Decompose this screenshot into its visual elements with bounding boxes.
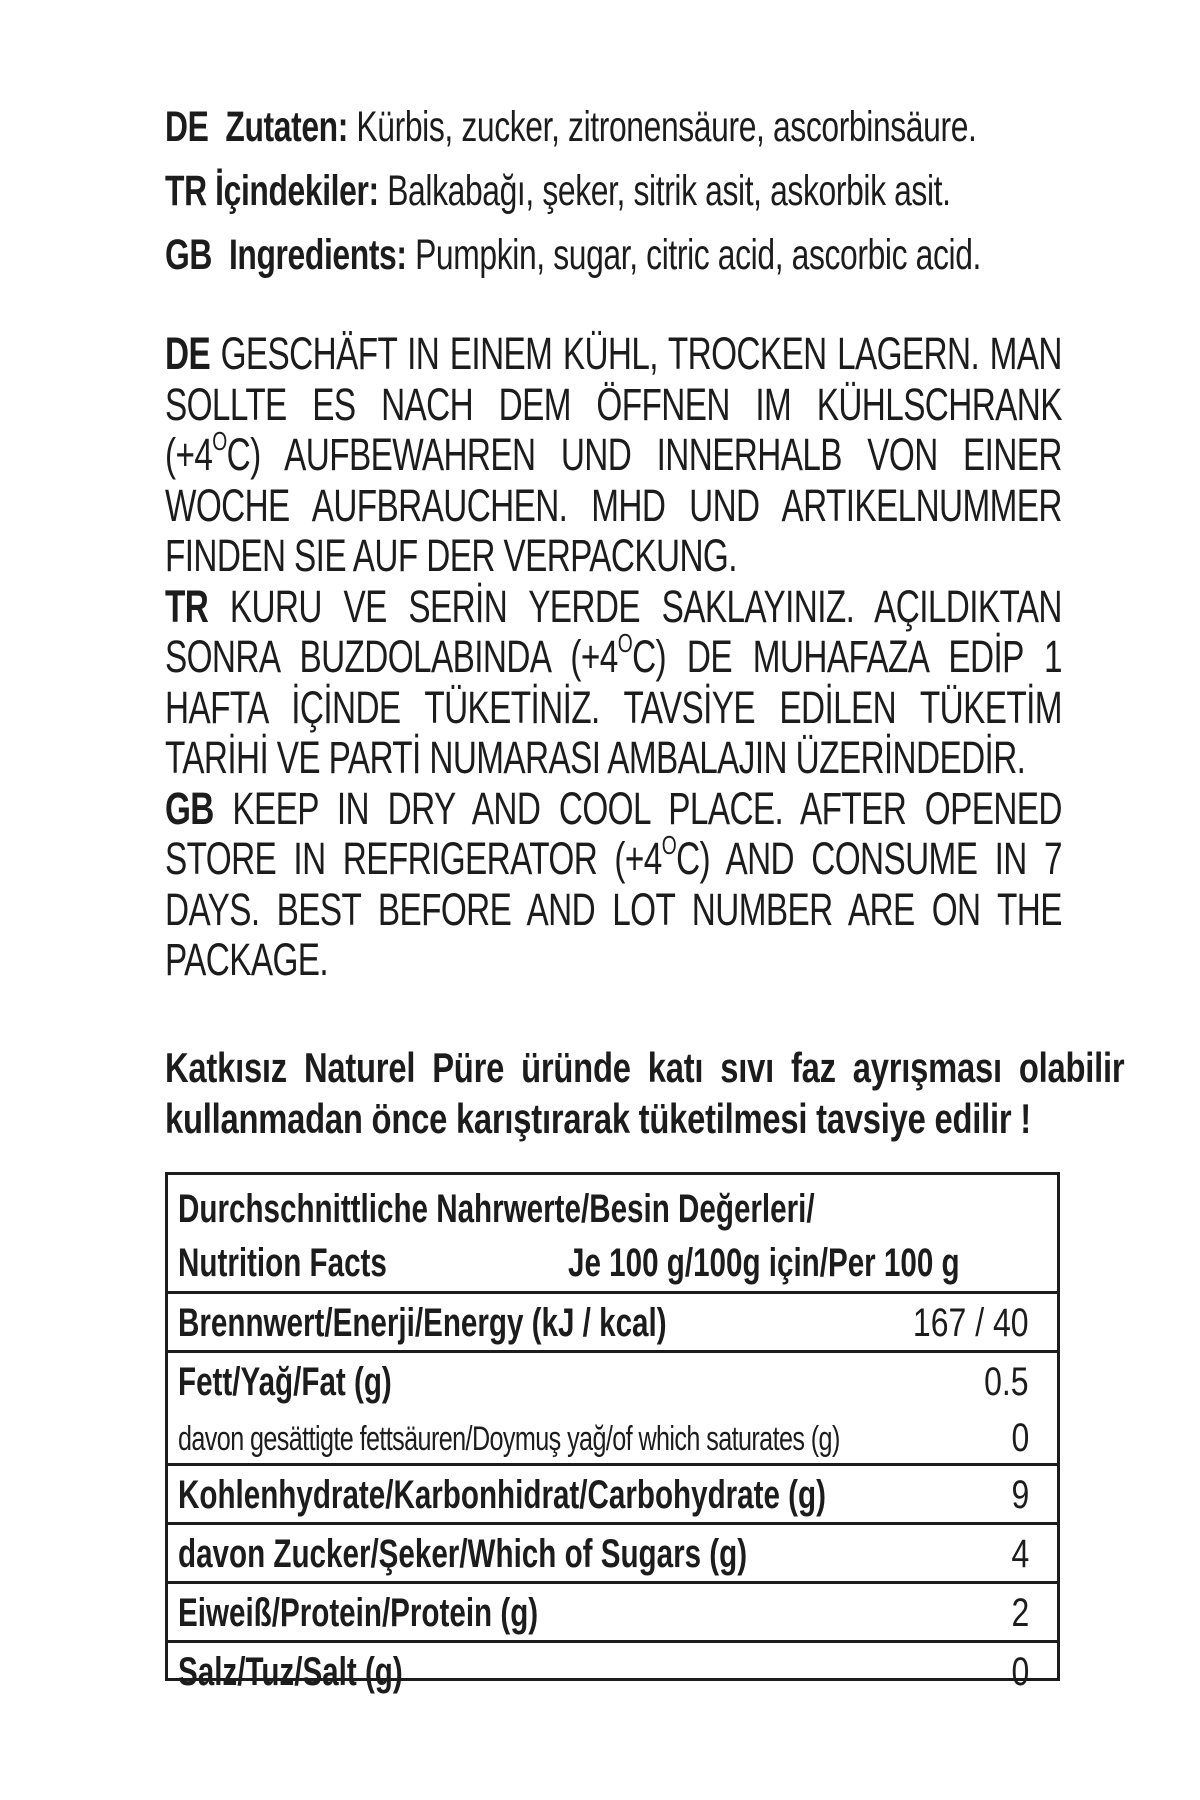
nutrient-value: 167 / 40: [913, 1301, 1029, 1345]
storage-text: C) AND CONSUME IN 7 DAYS. BEST BEFORE AND LOT NUMBER ARE ON THE PACKAGE.: [165, 833, 1062, 985]
nutrient-value: 4: [1011, 1532, 1029, 1576]
notice-text: Katkısız Naturel Püre üründe katı sıvı faz ayrışması olabilir kullanmadan önce karıştırarak tüketilmesi tavsiye edilir !: [165, 1043, 1125, 1142]
nutrition-title: Durchschnittliche Nahrwerte/Besin Değerleri/: [178, 1187, 815, 1231]
storage-tr: [165, 582, 1062, 784]
nutrition-row-fat: [168, 1353, 1057, 1409]
nutrient-name: Kohlenhydrate/Karbonhidrat/Carbohydrate (g): [178, 1473, 826, 1517]
notice-section: [165, 1042, 1125, 1144]
nutrition-row-protein: [168, 1584, 1057, 1643]
storage-gb: [165, 784, 1062, 986]
nutrient-value: 0: [1011, 1416, 1029, 1460]
nutrition-row-carbohydrate: [168, 1466, 1057, 1525]
nutrition-header: [168, 1175, 1057, 1294]
storage-text: KURU VE SERİN YERDE SAKLAYINIZ. AÇILDIKTAN SONRA BUZDOLABINDA (+4: [165, 580, 1062, 682]
ingredients-heading: Ingredients:: [228, 231, 407, 279]
nutrient-value: 2: [1011, 1591, 1029, 1635]
nutrition-row-saturates: [168, 1409, 1057, 1463]
nutrition-table: [165, 1172, 1060, 1694]
language-tag: GB: [165, 782, 214, 834]
storage-text: GESCHÄFT IN EINEM KÜHL, TROCKEN LAGERN. MAN SOLLTE ES NACH DEM ÖFFNEN IM KÜHLSCHRANK (+4: [165, 328, 1062, 480]
ingredients-text: Pumpkin, sugar, citric acid, ascorbic acid.: [415, 231, 982, 279]
nutrition-row-salt: [168, 1643, 1057, 1699]
language-tag: TR: [165, 580, 209, 632]
nutrition-row-energy: [168, 1294, 1057, 1353]
language-tag: DE: [165, 103, 209, 151]
nutrient-name: davon Zucker/Şeker/Which of Sugars (g): [178, 1532, 748, 1576]
nutrition-subtitle: Nutrition Facts: [178, 1241, 387, 1285]
ingredients-text: Kürbis, zucker, zitronensäure, ascorbinsäure.: [356, 103, 977, 151]
ingredients-heading: Zutaten:: [225, 103, 348, 151]
storage-text: KEEP IN DRY AND COOL PLACE. AFTER OPENED STORE IN REFRIGERATOR (+4: [165, 782, 1062, 884]
nutrient-name: davon gesättigte fettsäuren/Doymuş yağ/of which saturates (g): [178, 1420, 840, 1458]
language-tag: GB: [165, 231, 212, 279]
ingredients-gb: [165, 223, 982, 287]
storage-text: C) AUFBEWAHREN UND INNERHALB VON EINER WOCHE AUFBRAUCHEN. MHD UND ARTIKELNUMMER FINDEN SIE AUF DER VERPACKUNG.: [165, 429, 1062, 581]
ingredients-tr: [165, 159, 951, 223]
nutrient-name: Eiweiß/Protein/Protein (g): [178, 1591, 539, 1635]
storage-text: C) DE MUHAFAZA EDİP 1 HAFTA İÇİNDE TÜKETİNİZ. TAVSİYE EDİLEN TÜKETİM TARİHİ VE PARTİ NUMARASI AMBALAJIN ÜZERİNDEDİR.: [165, 631, 1062, 783]
language-tag: DE: [165, 328, 211, 379]
nutrition-per-amount: Je 100 g/100g için/Per 100 g: [568, 1241, 960, 1285]
storage-section: [165, 329, 1062, 986]
storage-de: [165, 329, 1062, 582]
nutrient-value: 0.5: [984, 1360, 1029, 1404]
ingredients-de: [165, 95, 977, 159]
nutrient-value: 9: [1011, 1473, 1029, 1517]
nutrition-group-fat: [168, 1353, 1057, 1466]
nutrient-name: Brennwert/Enerji/Energy (kJ / kcal): [178, 1301, 667, 1345]
degree-symbol: O: [661, 830, 677, 860]
degree-symbol: O: [617, 628, 633, 658]
language-tag: TR: [165, 167, 207, 215]
degree-symbol: O: [212, 426, 227, 456]
product-label: [165, 95, 1125, 1144]
nutrient-name: Fett/Yağ/Fat (g): [178, 1360, 392, 1404]
nutrient-value: 0: [1011, 1650, 1029, 1694]
ingredients-section: [165, 95, 1065, 287]
ingredients-text: Balkabağı, şeker, sitrik asit, askorbik asit.: [387, 167, 951, 215]
nutrient-name: Salz/Tuz/Salt (g): [178, 1650, 403, 1694]
nutrition-row-sugars: [168, 1525, 1057, 1584]
ingredients-heading: İçindekiler:: [215, 167, 379, 215]
